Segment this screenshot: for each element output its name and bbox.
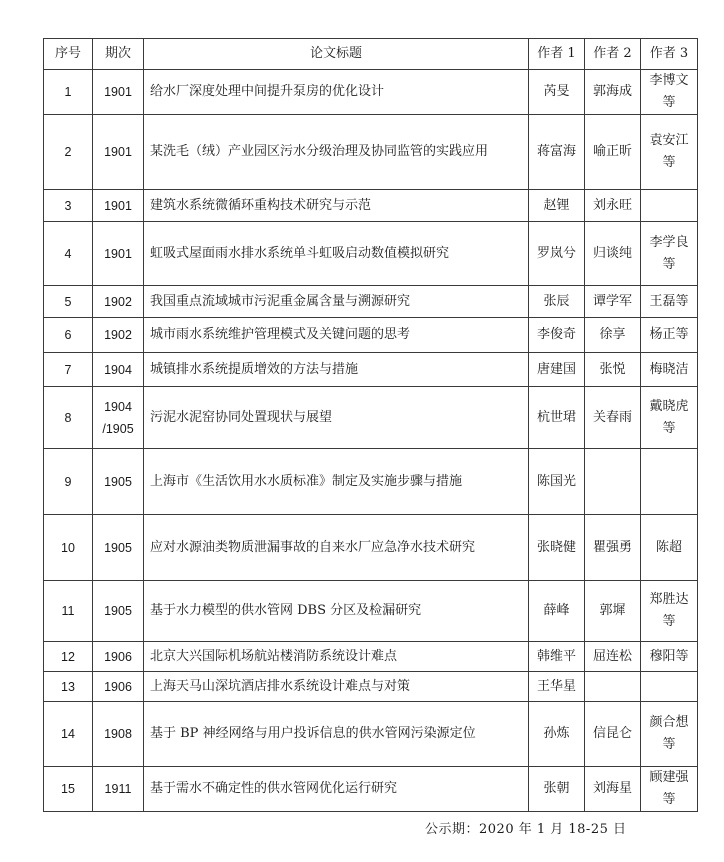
row-author3: 袁安江等 [641,115,698,190]
row-author1: 孙炼 [529,702,585,767]
row-index: 8 [44,387,93,449]
row-author3: 李学良等 [641,222,698,286]
table-row [44,581,698,642]
row-title [144,353,529,387]
row-author1: 赵锂 [529,190,585,222]
row-author1: 张辰 [529,286,585,318]
header-author1: 作者 1 [529,39,585,70]
row-title-text: 基于需水不确定性的供水管网优化运行研究 [150,781,398,796]
row-title-text: 给水厂深度处理中间提升泵房的优化设计 [150,84,385,99]
row-author2: 徐享 [585,318,641,353]
row-author2: 归谈纯 [585,222,641,286]
row-author1: 张晓健 [529,515,585,581]
row-issue: 1911 [93,767,144,812]
row-title [144,449,529,515]
row-author1: 罗岚兮 [529,222,585,286]
header-index: 序号 [44,39,93,70]
row-author2: 郭海成 [585,70,641,115]
row-title-text: 城市雨水系统维护管理模式及关键问题的思考 [150,327,411,342]
header-author2: 作者 2 [585,39,641,70]
row-issue: 1905 [93,515,144,581]
row-author1: 芮旻 [529,70,585,115]
row-author2: 刘海星 [585,767,641,812]
row-issue: 1906 [93,642,144,672]
row-index: 5 [44,286,93,318]
table-row [44,353,698,387]
row-author2: 屈连松 [585,642,641,672]
row-index: 11 [44,581,93,642]
header-title: 论文标题 [144,39,529,70]
row-title [144,581,529,642]
row-title-text: 上海天马山深坑酒店排水系统设计难点与对策 [150,678,411,694]
table-row [44,318,698,353]
header-issue: 期次 [93,39,144,70]
row-author1: 薛峰 [529,581,585,642]
row-title [144,190,529,222]
row-issue: 1906 [93,672,144,702]
row-author3 [641,672,698,702]
row-title-text: 我国重点流域城市污泥重金属含量与溯源研究 [150,293,411,309]
row-index: 9 [44,449,93,515]
row-issue: 1901 [93,190,144,222]
row-index: 15 [44,767,93,812]
row-author3 [641,449,698,515]
row-author2: 张悦 [585,353,641,387]
row-title-text: 基于 BP 神经网络与用户投诉信息的供水管网污染源定位 [150,726,476,741]
row-title [144,767,529,812]
row-index: 13 [44,672,93,702]
row-author2: 喻正昕 [585,115,641,190]
row-author3: 王磊等 [641,286,698,318]
row-author1: 唐建国 [529,353,585,387]
table-header-row [44,39,698,70]
row-index: 10 [44,515,93,581]
row-author2 [585,672,641,702]
row-issue: 1904 [93,353,144,387]
table-row [44,115,698,190]
row-index: 4 [44,222,93,286]
row-author1: 张朝 [529,767,585,812]
papers-table [43,38,698,812]
row-author3: 李博文等 [641,70,698,115]
row-author2: 瞿强勇 [585,515,641,581]
row-author1: 李俊奇 [529,318,585,353]
row-title-text: 上海市《生活饮用水水质标准》制定及实施步骤与措施 [150,473,463,489]
row-index: 12 [44,642,93,672]
row-author1: 韩维平 [529,642,585,672]
table-row [44,642,698,672]
row-title [144,702,529,767]
row-title [144,515,529,581]
table-row [44,286,698,318]
row-title-text: 城镇排水系统提质增效的方法与措施 [150,361,359,377]
row-title [144,222,529,286]
row-title-text: 建筑水系统微循环重构技术研究与示范 [150,197,372,213]
row-author2: 谭学军 [585,286,641,318]
row-author1: 杭世珺 [529,387,585,449]
table-row [44,387,698,449]
row-author3: 顾建强等 [641,767,698,812]
table-row [44,449,698,515]
row-title-text: 基于水力模型的供水管网 DBS 分区及检漏研究 [150,603,422,618]
row-issue: 1905 [93,581,144,642]
row-issue: 1905 [93,449,144,515]
row-index: 6 [44,318,93,353]
row-index: 1 [44,70,93,115]
row-title [144,70,529,115]
row-title-text: 北京大兴国际机场航站楼消防系统设计难点 [150,648,398,664]
row-index: 7 [44,353,93,387]
row-author1: 蒋富海 [529,115,585,190]
row-title-text: 应对水源油类物质泄漏事故的自来水厂应急净水技术研究 [150,539,476,555]
row-index: 14 [44,702,93,767]
row-title [144,115,529,190]
row-title [144,286,529,318]
row-issue: 1902 [93,318,144,353]
row-index: 3 [44,190,93,222]
table-row [44,222,698,286]
row-author3: 郑胜达等 [641,581,698,642]
row-author2: 信昆仑 [585,702,641,767]
row-issue: 1901 [93,70,144,115]
table-row [44,672,698,702]
row-issue: 1901 [93,222,144,286]
publicity-period-note: 公示期：2020 年 1 月 18-25 日 [425,822,627,837]
row-author3: 杨正等 [641,318,698,353]
row-title [144,672,529,702]
row-issue: 1908 [93,702,144,767]
row-author2 [585,449,641,515]
table-row [44,70,698,115]
row-author1: 陈国光 [529,449,585,515]
table-row [44,702,698,767]
row-title-text: 污泥水泥窑协同处置现状与展望 [150,409,333,425]
row-title-text: 某洗毛（绒）产业园区污水分级治理及协同监管的实践应用 [150,144,489,159]
row-title-text: 虹吸式屋面雨水排水系统单斗虹吸启动数值模拟研究 [150,245,450,261]
row-author3 [641,190,698,222]
header-author3: 作者 3 [641,39,698,70]
row-issue: 1904 /1905 [93,387,144,449]
table-row [44,190,698,222]
row-issue: 1902 [93,286,144,318]
row-author2: 关春雨 [585,387,641,449]
row-author3: 陈超 [641,515,698,581]
row-author3: 戴晓虎等 [641,387,698,449]
row-title [144,318,529,353]
row-author3: 穆阳等 [641,642,698,672]
row-author2: 郭墀 [585,581,641,642]
row-author2: 刘永旺 [585,190,641,222]
row-author3: 梅晓洁 [641,353,698,387]
row-author3: 颜合想等 [641,702,698,767]
row-index: 2 [44,115,93,190]
row-issue: 1901 [93,115,144,190]
table-row [44,767,698,812]
row-title [144,642,529,672]
row-author1: 王华星 [529,672,585,702]
row-title [144,387,529,449]
table-row [44,515,698,581]
